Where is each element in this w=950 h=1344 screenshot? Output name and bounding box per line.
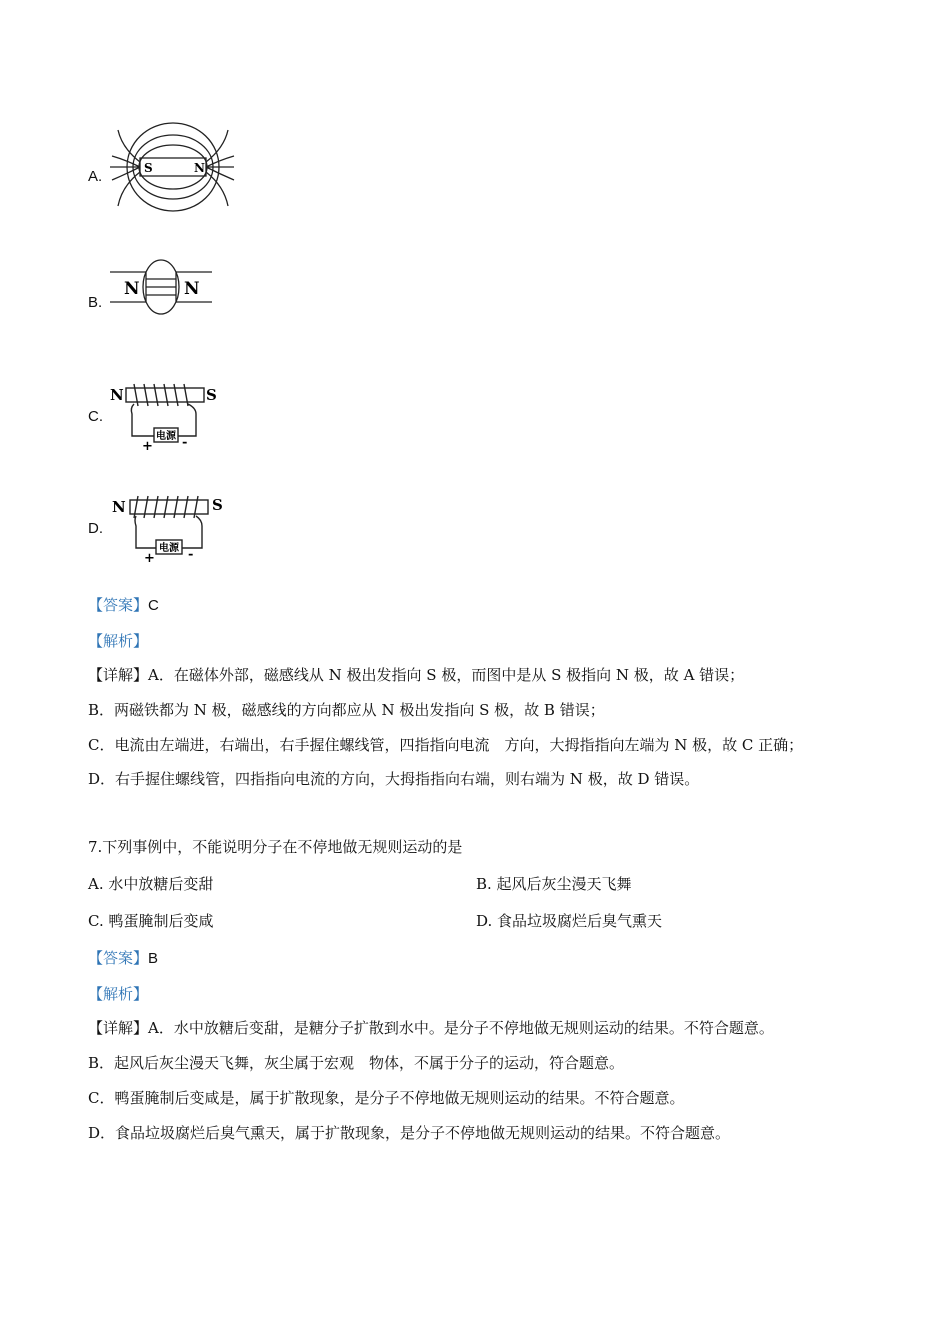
q7-option-d: D. 食品垃圾腐烂后臭气熏天 (476, 912, 663, 930)
solenoid-circuit-icon (108, 374, 222, 452)
q7-detail-line-4: D．食品垃圾腐烂后臭气熏天，属于扩散现象，是分子不停地做无规则运动的结果。不符合题意。 (88, 1124, 731, 1142)
q7-option-a: A. 水中放糖后变甜 (88, 875, 214, 893)
q6-detail-line-2: B．两磁铁都为 N 极，磁感线的方向都应从 N 极出发指向 S 极，故 B 错误； (88, 701, 605, 719)
q7-detail-line-1: 【详解】A．水中放糖后变甜，是糖分子扩散到水中。是分子不停地做无规则运动的结果。不符合题意。 (88, 1019, 774, 1037)
q7-analysis-tag: 【解析】 (88, 985, 149, 1003)
q7-detail-line-3: C．鸭蛋腌制后变咸是，属于扩散现象，是分子不停地做无规则运动的结果。不符合题意。 (88, 1089, 685, 1107)
pole-n-label: N (194, 161, 205, 175)
pole-s-label: S (144, 161, 153, 175)
q6-detail-line-1: 【详解】A．在磁体外部，磁感线从 N 极出发指向 S 极，而图中是从 S 极指向 N 极，故 A 错误； (88, 666, 745, 684)
answer-value: B (148, 950, 159, 967)
minus-terminal: - (182, 435, 188, 450)
plus-terminal: + (144, 551, 155, 564)
power-source-label: 电源 (159, 543, 179, 554)
pole-n-left-label: N (124, 279, 140, 299)
two-magnets-field-lines-icon (108, 256, 214, 322)
option-a-label: A. (88, 168, 103, 185)
solenoid-circuit-icon (108, 486, 228, 564)
q6-detail-line-4: D．右手握住螺线管，四指指向电流的方向，大拇指指向右端，则右端为 N 极，故 D 错误。 (88, 770, 700, 788)
pole-n-label: N (112, 498, 126, 516)
detail-tag: 【详解】 (88, 1019, 149, 1037)
answer-tag: 【答案】 (88, 949, 149, 967)
power-source-label: 电源 (156, 431, 176, 442)
option-d-label: D. (88, 520, 103, 537)
q6-detail-line-3: C．电流由左端进，右端出，右手握住螺线管，四指指向电流 方向，大拇指指向左端为 N 极，故 C 正确； (88, 736, 804, 754)
answer-tag: 【答案】 (88, 596, 149, 614)
q7-stem: 7.下列事例中，不能说明分子在不停地做无规则运动的是 (88, 838, 463, 856)
minus-terminal: - (188, 547, 194, 562)
option-c-label: C. (88, 408, 103, 425)
bar-magnet-field-lines-icon (108, 118, 236, 218)
option-b-label: B. (88, 294, 103, 311)
pole-n-label: N (110, 386, 124, 404)
pole-s-label: S (206, 386, 217, 404)
q7-option-b: B. 起风后灰尘漫天飞舞 (476, 875, 632, 893)
q7-option-c: C. 鸭蛋腌制后变咸 (88, 912, 214, 930)
q6-analysis-tag: 【解析】 (88, 632, 149, 650)
answer-value: C (148, 597, 159, 614)
pole-s-label: S (212, 496, 223, 514)
plus-terminal: + (142, 439, 153, 452)
q7-detail-line-2: B．起风后灰尘漫天飞舞，灰尘属于宏观 物体，不属于分子的运动，符合题意。 (88, 1054, 625, 1072)
q6-answer (88, 594, 159, 615)
detail-tag: 【详解】 (88, 666, 149, 684)
pole-n-right-label: N (184, 279, 200, 299)
q7-answer (88, 947, 158, 968)
